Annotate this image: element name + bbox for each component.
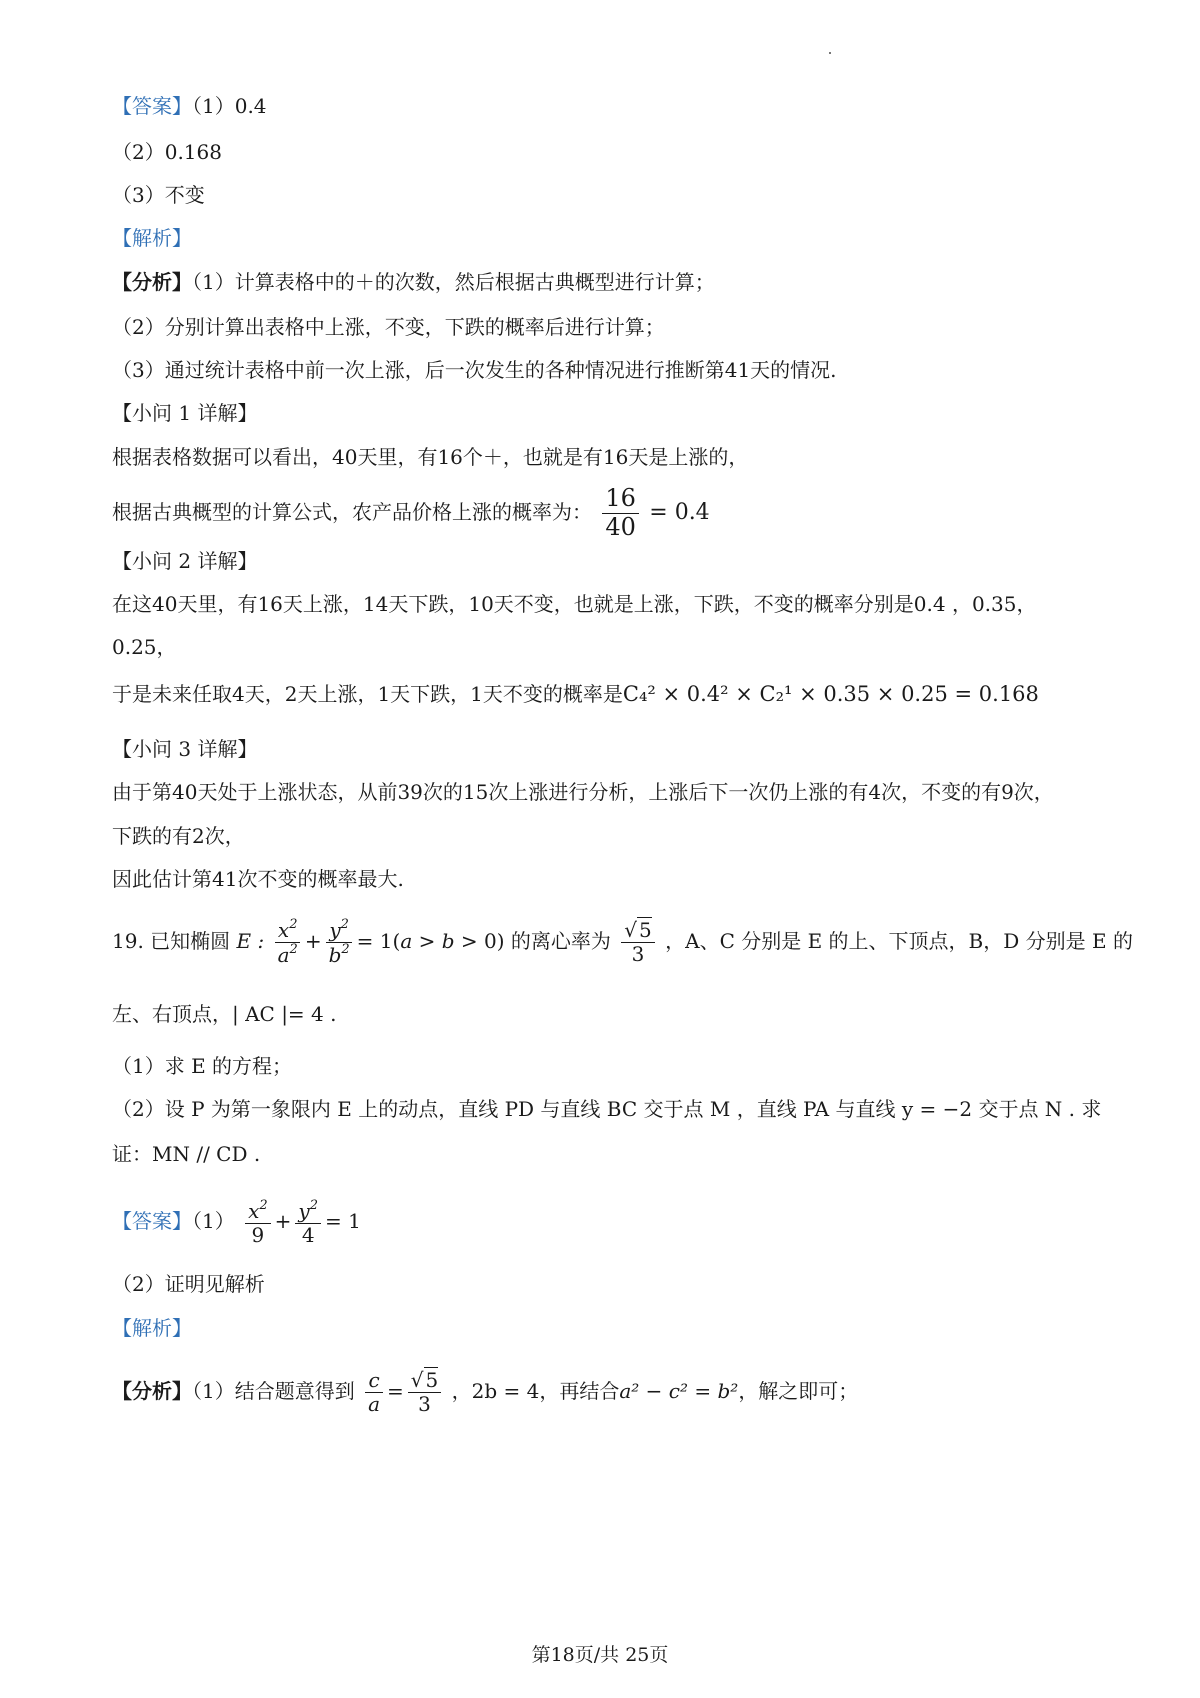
sub1-fraction bbox=[602, 485, 639, 541]
sub2-line-3 bbox=[112, 680, 1039, 708]
sub1-line-1: 根据表格数据可以看出，40天里，有16个＋，也就是有16天是上涨的， bbox=[112, 445, 749, 469]
q19-mid: 的离心率为 bbox=[510, 929, 611, 953]
sub2-line-2: 0.25， bbox=[112, 635, 177, 659]
answer-line-2: （2）0.168 bbox=[112, 140, 222, 164]
answer-1: （1）0.4 bbox=[192, 94, 267, 118]
c-over-a-frac: $\frac{c}{a}$ bbox=[365, 1369, 383, 1416]
q19-part-1: （1）求 E 的方程； bbox=[112, 1054, 293, 1078]
q19-fenxi-prefix: （1）结合题意得到 bbox=[192, 1379, 355, 1403]
sub3-title: 【小问 3 详解】 bbox=[112, 737, 258, 761]
answer-tag: 【答案】 bbox=[112, 94, 192, 118]
q19-stem-line-2: 左、右顶点，| AC |= 4 . bbox=[112, 1002, 337, 1026]
page-footer: 第18页/共 25页 bbox=[531, 1644, 669, 1666]
sub3-line-1: 由于第40天处于上涨状态，从前39次的15次上涨进行分析，上涨后下一次仍上涨的有4次，不变的有9次， bbox=[112, 780, 1054, 804]
q19-answer-line-2: （2）证明见解析 bbox=[112, 1272, 265, 1296]
q19-fenxi-line-1: 【分析】（1）结合题意得到 $\frac{c}{a}$ = $\frac{√ 5}{3}$ ，2b = 4，再结合a² − c² = b²，解之即可； bbox=[112, 1368, 859, 1416]
sub2-title: 【小问 2 详解】 bbox=[112, 549, 258, 573]
sub1-line-2 bbox=[112, 482, 710, 543]
sub3-line-3: 因此估计第41次不变的概率最大. bbox=[112, 867, 404, 891]
fenxi-1: （1）计算表格中的＋的次数，然后根据古典概型进行计算； bbox=[192, 270, 715, 294]
q19-part-2-line-1: （2）设 P 为第一象限内 E 上的动点，直线 PD 与直线 BC 交于点 M ，直线 PA 与直线 y = −2 交于点 N . 求 bbox=[112, 1097, 1102, 1121]
eccentricity-frac: $\frac{√ 5}{3}$ bbox=[621, 919, 654, 966]
fenxi-line-2: （2）分别计算出表格中上涨，不变，下跌的概率后进行计算； bbox=[112, 315, 665, 339]
ellipse-frac-y: $\frac{y^2}{b^2}$ bbox=[326, 918, 353, 967]
q19-suffix: ，A、C 分别是 E 的上、下顶点，B，D 分别是 E 的 bbox=[665, 929, 1133, 953]
ellipse-label: E : bbox=[236, 929, 265, 953]
sub1-title: 【小问 1 详解】 bbox=[112, 401, 258, 425]
q19-fenxi-eq: a² − c² = b² bbox=[619, 1379, 739, 1403]
sub1-result: = 0.4 bbox=[649, 500, 710, 525]
q19-jiexi-tag: 【解析】 bbox=[112, 1316, 192, 1340]
q19-fenxi-mid: ，2b = 4，再结合 bbox=[451, 1379, 620, 1403]
sub1-frac-num: 16 bbox=[602, 485, 639, 514]
q19-stem-line-1: 19. 已知椭圆 E : $\frac{x^2}{a^2}$ + $\frac{y^2}{b^2}$ = 1(a > b > 0) 的离心率为 $\frac{√ 5}{3}$ ，A、C 分别是 E 的上、下顶点，B，D 分别是 E 的 bbox=[112, 917, 1133, 967]
q19-answer-tag: 【答案】 bbox=[112, 1209, 192, 1233]
fenxi-line-3: （3）通过统计表格中前一次上涨，后一次发生的各种情况进行推断第41天的情况. bbox=[112, 358, 837, 382]
sub2-text: 于是未来任取4天，2天上涨，1天下跌，1天不变的概率是 bbox=[112, 682, 623, 706]
q19-prefix: 19. 已知椭圆 bbox=[112, 929, 231, 953]
q19-fenxi-suffix: ，解之即可； bbox=[738, 1379, 859, 1403]
sub3-line-2: 下跌的有2次， bbox=[112, 824, 245, 848]
q19-part-2-line-2: 证：MN // CD . bbox=[112, 1142, 261, 1166]
q19-answer-1-prefix: （1） bbox=[192, 1209, 235, 1233]
fenxi-line-1 bbox=[112, 268, 715, 296]
sqrt5-over-3-frac: $\frac{√ 5}{3}$ bbox=[408, 1369, 441, 1416]
fenxi-tag: 【分析】 bbox=[112, 270, 192, 294]
q19-answer-line-1: 【答案】（1） $\frac{x^2}{9}$ + $\frac{y^2}{4}$ = 1 bbox=[112, 1197, 361, 1247]
answer-line-1 bbox=[112, 92, 267, 120]
sub2-line-1: 在这40天里，有16天上涨，14天下跌，10天不变，也就是上涨，下跌，不变的概率分别是0.4 ，0.35， bbox=[112, 592, 1037, 616]
sub1-frac-den: 40 bbox=[605, 513, 636, 541]
jiexi-tag: 【解析】 bbox=[112, 226, 192, 250]
answer-frac-y: $\frac{y^2}{4}$ bbox=[295, 1199, 321, 1247]
answer-frac-x: $\frac{x^2}{9}$ bbox=[245, 1199, 271, 1247]
ellipse-frac-x: $\frac{x^2}{a^2}$ bbox=[275, 918, 301, 967]
q19-fenxi-tag: 【分析】 bbox=[112, 1379, 192, 1403]
scan-dot bbox=[829, 52, 831, 54]
sub1-text: 根据古典概型的计算公式，农产品价格上涨的概率为： bbox=[112, 500, 592, 524]
answer-line-3: （3）不变 bbox=[112, 183, 205, 207]
sub2-formula: C₄² × 0.4² × C₂¹ × 0.35 × 0.25 = 0.168 bbox=[622, 682, 1039, 706]
